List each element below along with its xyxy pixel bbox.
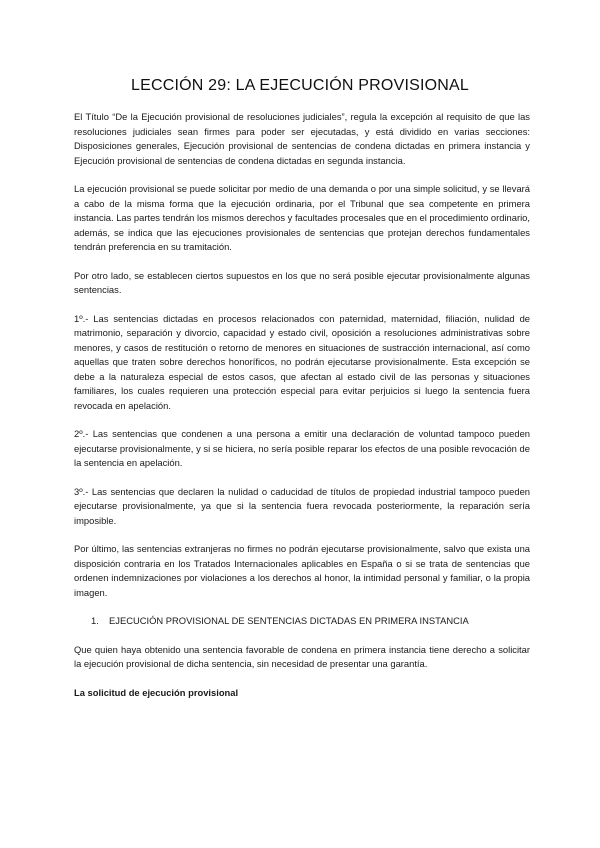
paragraph-supuesto-2: 2º.- Las sentencias que condenen a una persona a emitir una declaración de voluntad tampoco pueden ejecutarse provisionalmente, y si se hiciera, no sería posible reparar los efectos de una posible revocación de la sentencia en apelación. <box>74 428 530 468</box>
section-heading <box>91 614 530 629</box>
paragraph-supuestos: Por otro lado, se establecen ciertos supuestos en los que no será posible ejecutar provisionalmente algunas sentencias. <box>74 269 530 295</box>
page-title: LECCIÓN 29: LA EJECUCIÓN PROVISIONAL <box>131 77 469 94</box>
section-heading-text: EJECUCIÓN PROVISIONAL DE SENTENCIAS DICTADAS EN PRIMERA INSTANCIA <box>109 615 469 626</box>
paragraph-supuesto-1: 1º.- Las sentencias dictadas en procesos relacionados con paternidad, maternidad, filiación, nulidad de matrimonio, separación y divorcio, capacidad y estado civil, oposición a resoluciones administrativas sobre menores, y casos de restitución o retorno de menores en situaciones de sustracción internacional, así como aquellas que traten sobre derechos honoríficos, no podrán ejecutarse provisionalmente. Esta excepción se debe a la naturaleza especial de estos casos, que afectan al estado civil de las personas y situaciones familiares, los cuales requieren una protección especial para evitar perjuicios si luego la sentencia fuera revocada en apelación. <box>74 312 530 411</box>
paragraph-section-intro: Que quien haya obtenido una sentencia favorable de condena en primera instancia tiene derecho a solicitar la ejecución provisional de dicha sentencia, sin necesidad de presentar una garantía. <box>74 643 530 669</box>
paragraph-solicitud: La ejecución provisional se puede solicitar por medio de una demanda o por una simple solicitud, y se llevará a cabo de la misma forma que la ejecución ordinaria, por el Tribunal que sea competente en primera instancia. Las partes tendrán los mismos derechos y facultades procesales que en el procedimiento ordinario, además, se indica que las ejecuciones provisionales de sentencias que protejan derechos fundamentales tendrán preferencia en su tramitación. <box>74 183 530 252</box>
paragraph-sentencias-extranjeras: Por último, las sentencias extranjeras no firmes no podrán ejecutarse provisionalmente, salvo que exista una disposición contraria en los Tratados Internacionales aplicables en España o si se trata de sentencias que ordenen indemnizaciones por violaciones a los derechos al honor, la intimidad personal y familiar, o la propia imagen. <box>74 543 530 598</box>
document-body <box>74 110 530 700</box>
section-number: 1. <box>91 615 99 626</box>
subsection-heading: La solicitud de ejecución provisional <box>74 686 239 698</box>
paragraph-intro: El Título “De la Ejecución provisional de resoluciones judiciales”, regula la excepción al requisito de que las resoluciones judiciales sean firmes para poder ser ejecutadas, y está dividido en varias secciones: Disposiciones generales, Ejecución provisional de sentencias de condena dictadas en primera instancia y Ejecución provisional de sentencias de condena dictadas en segunda instancia. <box>74 111 530 166</box>
paragraph-supuesto-3: 3º.- Las sentencias que declaren la nulidad o caducidad de títulos de propiedad industrial tampoco pueden ejecutarse provisionalmente, ya que si la sentencia fuera revocada posteriormente, la reparación sería imposible. <box>74 485 530 526</box>
